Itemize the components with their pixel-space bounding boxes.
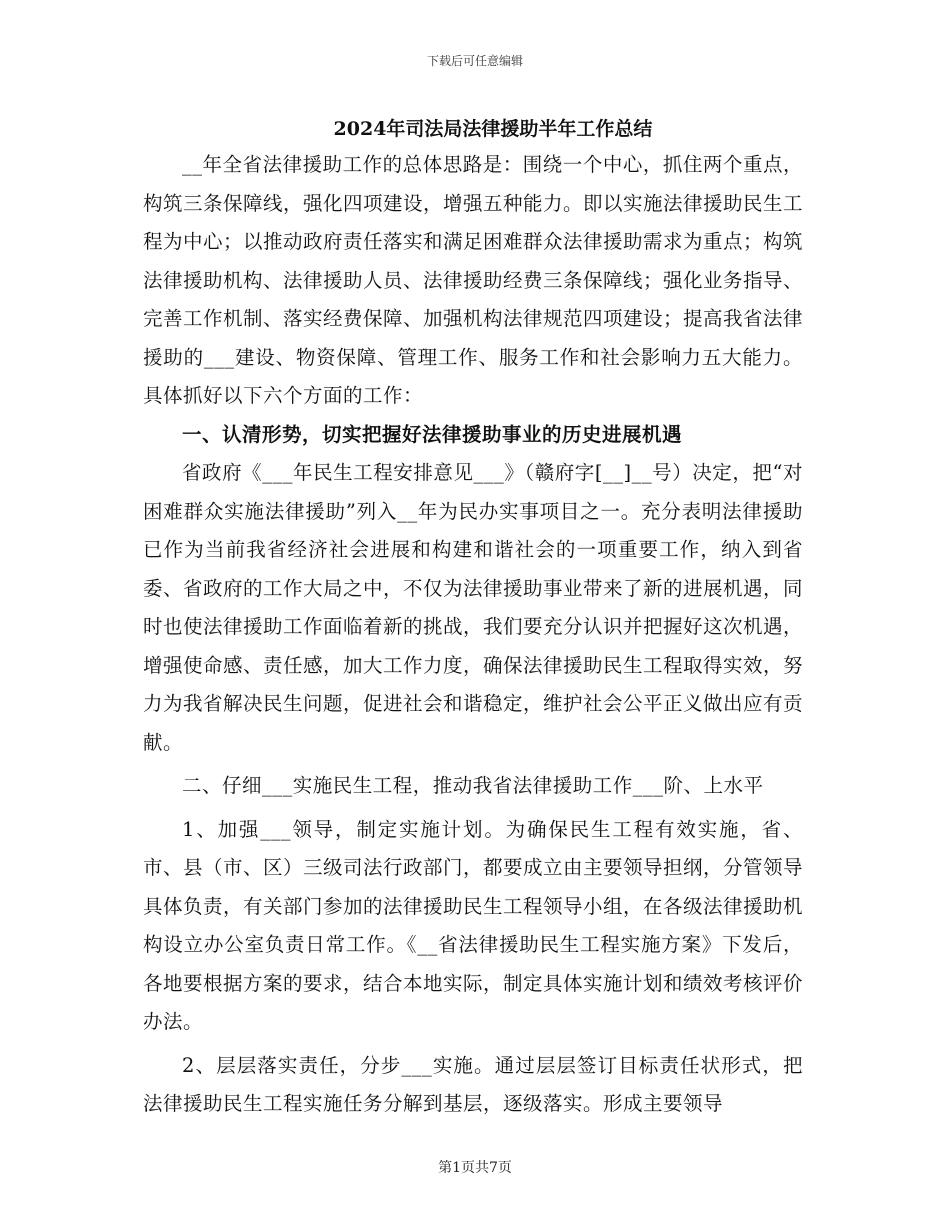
page-number-footer: 第1页共7页 bbox=[438, 1160, 512, 1176]
section-heading-2: 二、仔细___实施民生工程，推动我省法律援助工作___阶、上水平 bbox=[182, 774, 764, 797]
paragraph-section-1: 省政府《___年民生工程安排意见___》（赣府字[__]__号）决定，把“对困难群众实施法律援助”列入__年为民办实事项目之一。充分表明法律援助已作为当前我省经济社会进展和构建和谐社会的一项重要工作，纳入到省委、省政府的工作大局之中，不仅为法律援助事业带来了新的进展机遇，同时也使法律援助工作面临着新的挑战，我们要充分认识并把握好这次机遇，增强使命感、责任感，加大工作力度，确保法律援助民生工程取得实效，努力为我省解决民生问题，促进社会和谐稳定，维护社会公平正义做出应有贡献。 bbox=[143, 461, 804, 754]
paragraph-overview: __年全省法律援助工作的总体思路是：围绕一个中心，抓住两个重点，构筑三条保障线，强化四项建设，增强五种能力。即以实施法律援助民生工程为中心；以推动政府责任落实和满足困难群众法律援助需求为重点；构筑法律援助机构、法律援助人员、法律援助经费三条保障线；强化业务指导、完善工作机制、落实经费保障、加强机构法律规范四项建设；提高我省法律援助的___建设、物资保障、管理工作、服务工作和社会影响力五大能力。具体抓好以下六个方面的工作： bbox=[143, 153, 804, 407]
section-heading-1: 一、认清形势，切实把握好法律援助事业的历史进展机遇 bbox=[182, 422, 683, 446]
document-title: 2024年司法局法律援助半年工作总结 bbox=[333, 118, 653, 140]
paragraph-item-2: 2、层层落实责任，分步___实施。通过层层签订目标责任状形式，把法律援助民生工程实施任务分解到基层，逐级落实。形成主要领导 bbox=[143, 1053, 803, 1115]
document-body bbox=[143, 112, 803, 1124]
paragraph-item-1: 1、加强___领导，制定实施计划。为确保民生工程有效实施，省、市、县（市、区）三级司法行政部门，都要成立由主要领导担纲，分管领导具体负责，有关部门参加的法律援助民生工程领导小组，在各级法律援助机构设立办公室负责日常工作。《__省法律援助民生工程实施方案》下发后，各地要根据方案的要求，结合本地实际，制定具体实施计划和绩效考核评价办法。 bbox=[143, 817, 804, 1033]
page-header-note: 下载后可任意编辑 bbox=[426, 54, 523, 68]
